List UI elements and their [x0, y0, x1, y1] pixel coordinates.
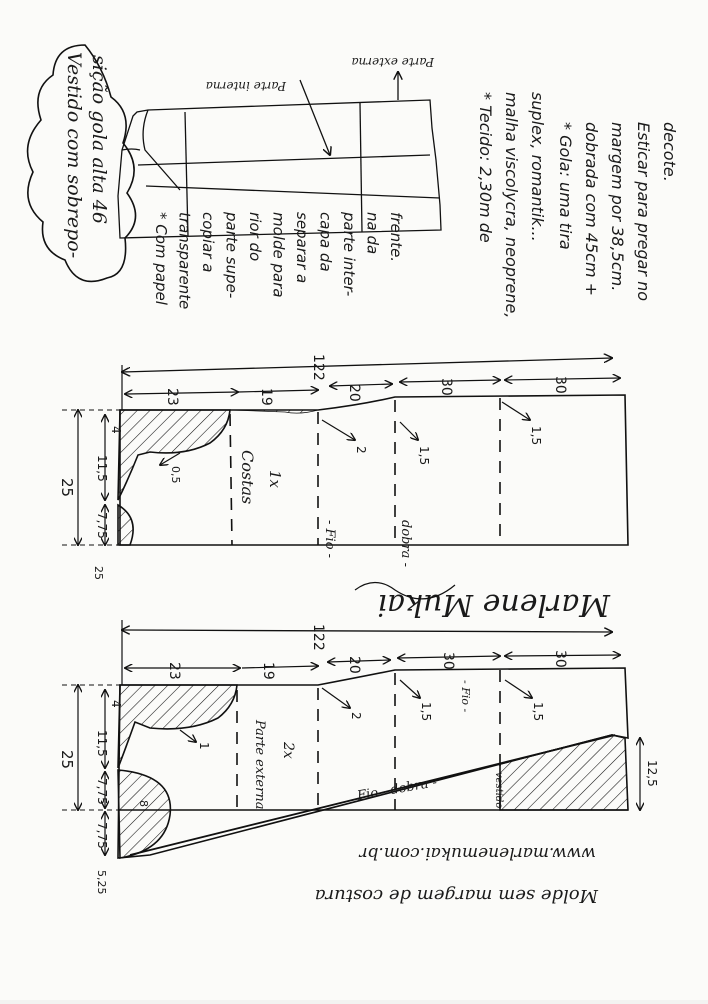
front-side-5-25: 5,25	[95, 870, 108, 895]
note-fabric-line: suplex, romantik...	[528, 92, 547, 242]
front-seg-5: 30	[552, 650, 568, 668]
front-dart-1: 2	[349, 712, 363, 720]
back-seg-1: 23	[164, 388, 180, 406]
note-transparent-paper	[152, 211, 405, 309]
front-height: 25	[58, 750, 76, 770]
back-dart-2: 1,5	[417, 446, 431, 466]
note-fabric-line: malha viscolycra, neoprene,	[502, 92, 521, 319]
note-paper-line: copiar a	[199, 212, 217, 273]
note-collar-line: * Gola: uma tira	[556, 122, 575, 250]
footer-note: Molde sem margem de costura	[314, 885, 598, 906]
front-seg-1: 23	[166, 662, 182, 680]
back-piece-qty: 1x	[266, 470, 284, 489]
figure-label-outer: Parte externa	[351, 55, 434, 69]
note-collar-line: decote.	[660, 122, 679, 182]
note-paper-line: transparente	[175, 212, 194, 310]
front-grain-label: - Fio -	[459, 680, 472, 713]
front-fold-label: Fio - dobra -	[356, 775, 439, 804]
back-side-4: 4	[109, 426, 123, 434]
back-seg-3: 20	[346, 384, 362, 402]
note-paper-line: frente.	[387, 212, 405, 263]
back-piece-name: Costas	[238, 450, 257, 505]
front-seg-3: 20	[346, 656, 362, 674]
back-total-width: 122	[310, 354, 326, 381]
back-seg-4: 30	[438, 378, 454, 396]
back-seg-2: 19	[258, 388, 274, 406]
back-fold-label: dobra -	[398, 520, 413, 567]
front-side-7-75-b: 7,75	[95, 822, 109, 849]
front-dart-2: 1,5	[419, 702, 433, 722]
front-dress-label: vestido	[493, 772, 504, 809]
note-fabric	[476, 92, 547, 318]
front-side-11-5: 11,5	[95, 730, 109, 757]
back-dart-1: 2	[354, 446, 368, 454]
front-side-4: 4	[109, 700, 123, 708]
note-paper-line: capa da	[316, 212, 335, 272]
front-side-7-75-a: 7,75	[95, 778, 109, 805]
back-grain-label: - Fio -	[322, 520, 337, 559]
back-piece	[62, 358, 628, 545]
note-paper-line: na da	[363, 212, 382, 255]
note-paper-line: parte inter-	[340, 212, 358, 297]
front-total-width: 122	[310, 624, 326, 651]
back-dart-3: 1,5	[529, 426, 543, 446]
note-collar	[556, 122, 679, 301]
front-hem-offset: 12,5	[645, 760, 659, 787]
front-seg-2: 19	[260, 662, 276, 680]
note-paper-line: rior do	[246, 212, 264, 262]
note-collar-line: margem por 38,5cm.	[608, 122, 627, 292]
title-line-2: sição gola alta 46	[88, 55, 110, 224]
back-height: 25	[58, 478, 76, 498]
back-side-11-5: 11,5	[95, 455, 109, 482]
note-paper-line: molde para	[269, 212, 288, 298]
note-paper-line: parte supe-	[222, 212, 241, 299]
front-piece-name: Parte externa	[252, 720, 267, 810]
front-seg-4: 30	[440, 652, 456, 670]
front-shoulder-mark: 1	[197, 742, 211, 750]
note-paper-line: separar a	[293, 212, 311, 284]
note-collar-line: dobrada com 45cm +	[582, 122, 601, 297]
back-seg-5: 30	[552, 376, 568, 394]
figure-label-inner: Parte interna	[205, 79, 286, 93]
back-side-7-75: 7,75	[95, 512, 109, 539]
website: www.marlenemukai.com.br	[359, 843, 596, 863]
back-neck: 0,5	[169, 466, 182, 484]
back-side-25: 25	[92, 566, 105, 580]
note-collar-line: Esticar para pregar no	[634, 122, 653, 301]
title-line-1: Vestido com sobrepo-	[63, 52, 85, 259]
front-neck-radius: 8	[137, 800, 150, 807]
front-dart-3: 1,5	[531, 702, 545, 722]
front-piece-qty: 2x	[280, 742, 296, 759]
note-paper-line: * Com papel	[152, 212, 170, 305]
note-fabric-line: * Tecido: 2,30m de	[476, 92, 495, 243]
signature: Marlene Mukai	[377, 587, 610, 622]
